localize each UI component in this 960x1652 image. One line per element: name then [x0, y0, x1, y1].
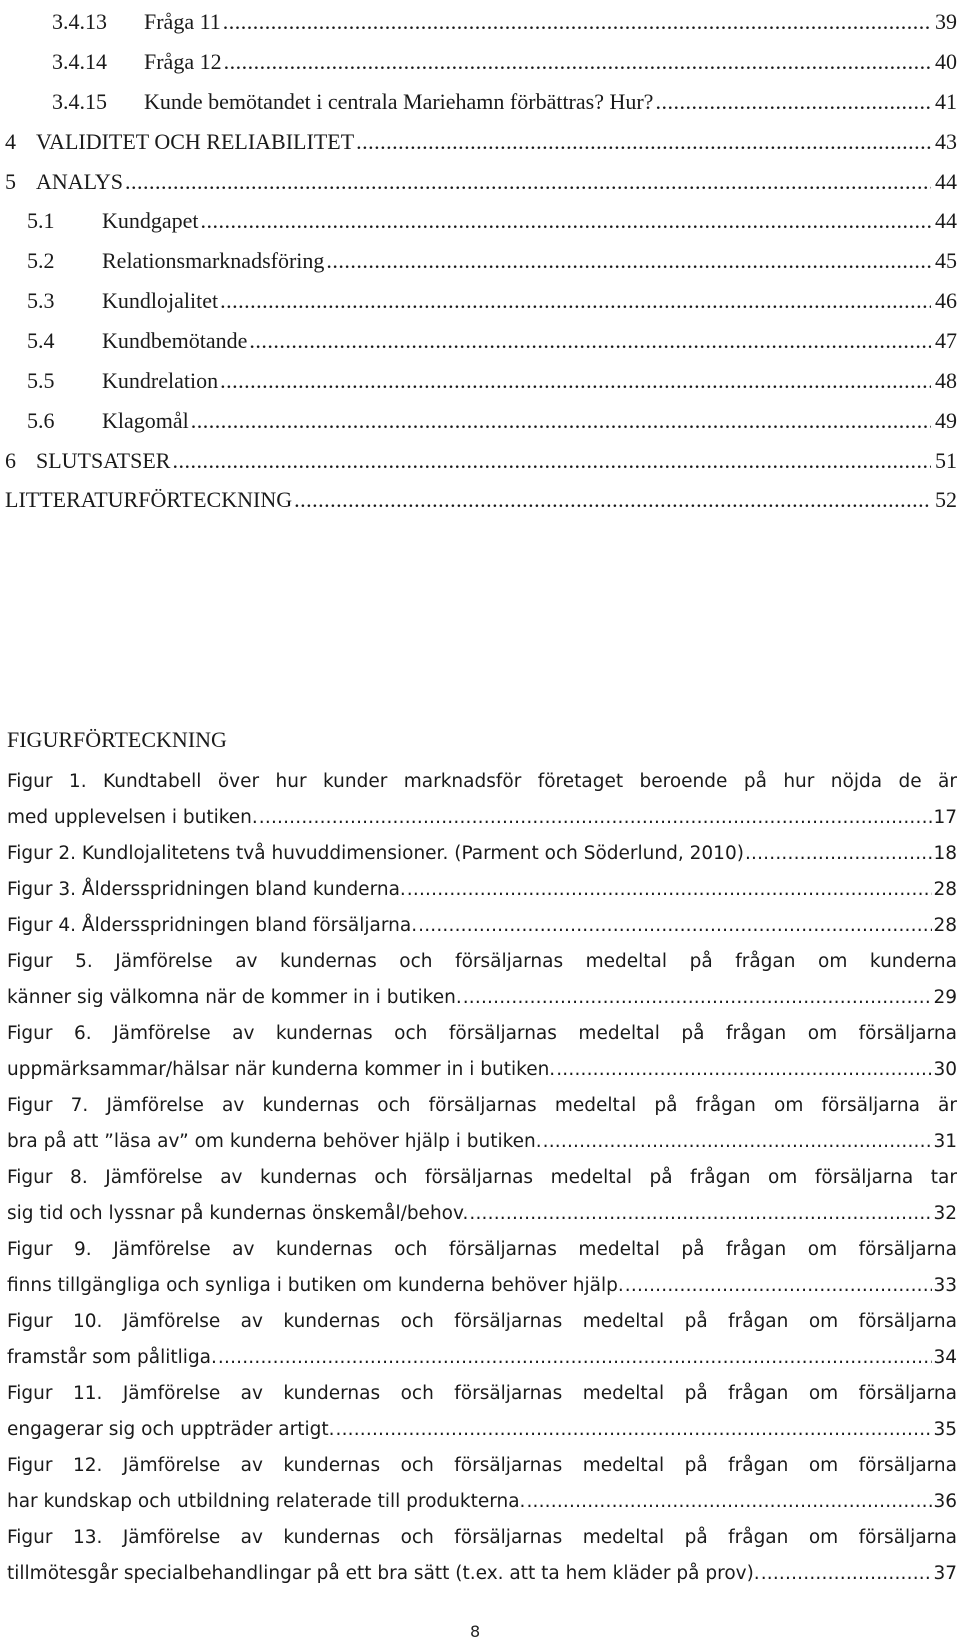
figure-leader [218, 1340, 933, 1376]
toc-entry-page: 49 [935, 408, 957, 433]
figure-entry-text: har kundskap och utbildning relaterade till produkterna. [7, 1491, 526, 1512]
figure-entry[interactable] [7, 908, 957, 944]
toc-entry[interactable] [5, 478, 957, 514]
figure-entry-text: Figur 9. Jämförelse av kundernas och försäljarnas medeltal på frågan om försäljarna [7, 1239, 957, 1260]
figure-leader [259, 800, 933, 836]
toc-entry-title: SLUTSATSER [36, 448, 171, 473]
list-of-figures [7, 764, 957, 1592]
toc-entry-number: 5.3 [27, 288, 55, 313]
toc-entry[interactable] [52, 40, 957, 76]
toc-entry-title: Fråga 12 [144, 49, 222, 74]
toc-entry-number: 4 [5, 129, 16, 154]
figure-leader [761, 1556, 933, 1592]
toc-entry-number: 3.4.13 [52, 9, 107, 34]
figure-leader [526, 1484, 932, 1520]
figure-entry-text: Figur 2. Kundlojalitetens två huvuddimensioner. (Parment och Söderlund, 2010) [7, 843, 744, 864]
toc-leader [223, 8, 931, 36]
figure-leader [335, 1412, 932, 1448]
toc-leader [125, 168, 931, 196]
figure-entry[interactable] [7, 1448, 957, 1520]
figure-entry-page: 30 [933, 1059, 957, 1080]
figure-entry-text: Figur 1. Kundtabell över hur kunder marknadsför företaget beroende på hur nöjda de är [7, 771, 957, 792]
figure-leader [543, 1124, 933, 1160]
toc-entry-title: Kunde bemötandet i centrala Mariehamn förbättras? Hur? [144, 89, 654, 114]
figure-entry-page: 31 [933, 1131, 957, 1152]
figure-entry[interactable] [7, 1088, 957, 1160]
toc-entry-page: 52 [935, 487, 957, 512]
toc-entry-title: Kundlojalitet [102, 288, 219, 313]
toc-leader [191, 407, 931, 435]
figure-entry-page: 36 [933, 1491, 957, 1512]
figure-entry-page: 28 [933, 879, 957, 900]
toc-entry-page: 40 [935, 49, 957, 74]
figure-leader [469, 1196, 932, 1232]
toc-entry[interactable] [52, 0, 957, 36]
figure-entry[interactable] [7, 1376, 957, 1448]
figure-leader [556, 1052, 932, 1088]
toc-leader [224, 48, 931, 76]
figure-entry[interactable] [7, 836, 957, 872]
figure-entry-page: 37 [933, 1563, 957, 1584]
figure-entry-page: 33 [933, 1275, 957, 1296]
toc-entry[interactable] [5, 120, 957, 156]
figure-entry[interactable] [7, 1232, 957, 1304]
toc-entry-number: 5.6 [27, 408, 55, 433]
toc-entry-page: 47 [935, 328, 957, 353]
figure-entry-text: Figur 5. Jämförelse av kundernas och försäljarnas medeltal på frågan om kunderna [7, 951, 957, 972]
figure-entry-page: 17 [933, 807, 957, 828]
figures-heading: FIGURFÖRTECKNING [7, 727, 227, 752]
figure-entry-text: Figur 11. Jämförelse av kundernas och försäljarnas medeltal på frågan om försäljarna [7, 1383, 957, 1404]
toc-leader [172, 447, 931, 475]
toc-entry-page: 45 [935, 248, 957, 273]
toc-entry-title: VALIDITET OCH RELIABILITET [36, 129, 355, 154]
figure-entry-text: uppmärksammar/hälsar när kunderna kommer in i butiken. [7, 1059, 556, 1080]
figure-entry-text: Figur 13. Jämförelse av kundernas och försäljarnas medeltal på frågan om försäljarna [7, 1527, 957, 1548]
figure-entry-page: 28 [933, 915, 957, 936]
toc-entry-page: 44 [935, 169, 957, 194]
toc-entry-number: 5.4 [27, 328, 55, 353]
figure-entry-text: Figur 7. Jämförelse av kundernas och försäljarnas medeltal på frågan om försäljarna är [7, 1095, 957, 1116]
figure-entry-text: Figur 10. Jämförelse av kundernas och försäljarnas medeltal på frågan om försäljarna [7, 1311, 957, 1332]
figure-leader [625, 1268, 933, 1304]
toc-entry-page: 48 [935, 368, 957, 393]
toc-entry-number: 5.2 [27, 248, 55, 273]
toc-entry-page: 46 [935, 288, 957, 313]
toc-leader [220, 287, 931, 315]
figure-entry[interactable] [7, 764, 957, 836]
figure-entry-page: 18 [933, 843, 957, 864]
figure-entry-page: 29 [933, 987, 957, 1008]
figure-entry-text: med upplevelsen i butiken. [7, 807, 258, 828]
figure-entry-text: engagerar sig och uppträder artigt. [7, 1419, 335, 1440]
toc-leader [356, 128, 931, 156]
toc-leader [294, 486, 931, 514]
figure-entry-text: framstår som pålitliga. [7, 1347, 217, 1368]
toc-entry-title: Fråga 11 [144, 9, 221, 34]
figure-entry[interactable] [7, 1520, 957, 1592]
figure-entry-text: tillmötesgår specialbehandlingar på ett bra sätt (t.ex. att ta hem kläder på prov). [7, 1563, 760, 1584]
figure-entry-text: Figur 12. Jämförelse av kundernas och försäljarnas medeltal på frågan om försäljarna [7, 1455, 957, 1476]
toc-entry[interactable] [27, 239, 957, 275]
figure-entry[interactable] [7, 872, 957, 908]
toc-entry-number: 5 [5, 169, 16, 194]
figure-entry-text: känner sig välkomna när de kommer in i butiken. [7, 987, 462, 1008]
figure-entry[interactable] [7, 1016, 957, 1088]
toc-entry-title: Kundbemötande [102, 328, 248, 353]
toc-leader [655, 88, 931, 116]
figure-entry-text: Figur 4. Åldersspridningen bland försäljarna. [7, 915, 418, 936]
toc-entry-page: 44 [935, 208, 957, 233]
toc-entry-number: 6 [5, 448, 16, 473]
toc-entry-page: 39 [935, 9, 957, 34]
toc-leader [326, 247, 931, 275]
toc-entry[interactable] [5, 160, 957, 196]
toc-entry-page: 41 [935, 89, 957, 114]
toc-entry-page: 51 [935, 448, 957, 473]
toc-entry-title: Kundrelation [102, 368, 219, 393]
toc-entry[interactable] [27, 279, 957, 315]
figure-entry[interactable] [7, 944, 957, 1016]
toc-entry[interactable] [27, 199, 957, 235]
figure-leader [418, 908, 932, 944]
toc-entry-number: 3.4.14 [52, 49, 107, 74]
figure-leader [463, 980, 933, 1016]
toc-entry-title: ANALYS [36, 169, 124, 194]
toc-entry-number: 5.1 [27, 208, 55, 233]
toc-entry-title: LITTERATURFÖRTECKNING [5, 487, 293, 512]
toc-leader [220, 367, 931, 395]
toc-entry-title: Relationsmarknadsföring [102, 248, 325, 273]
toc-entry[interactable] [5, 439, 957, 475]
toc-leader [201, 207, 931, 235]
toc-entry[interactable] [27, 319, 957, 355]
toc-entry-page: 43 [935, 129, 957, 154]
figure-entry-text: sig tid och lyssnar på kundernas önskemål/behov. [7, 1203, 469, 1224]
toc-entry[interactable] [52, 80, 957, 116]
figure-entry-text: Figur 8. Jämförelse av kundernas och försäljarnas medeltal på frågan om försäljarna tar [7, 1167, 957, 1188]
figure-entry-page: 34 [933, 1347, 957, 1368]
figure-entry[interactable] [7, 1304, 957, 1376]
toc-entry-number: 3.4.15 [52, 89, 107, 114]
figure-entry-page: 32 [933, 1203, 957, 1224]
figure-entry-text: Figur 3. Åldersspridningen bland kunderna. [7, 879, 406, 900]
toc-entry[interactable] [27, 359, 957, 395]
figure-entry-page: 35 [933, 1419, 957, 1440]
toc-leader [249, 327, 931, 355]
page-number: 8 [470, 1622, 481, 1641]
toc-entry-title: Kundgapet [102, 208, 199, 233]
figure-entry-text: Figur 6. Jämförelse av kundernas och försäljarnas medeltal på frågan om försäljarna [7, 1023, 957, 1044]
figure-leader [745, 836, 933, 872]
toc-entry[interactable] [27, 399, 957, 435]
figure-entry-text: finns tillgängliga och synliga i butiken om kunderna behöver hjälp. [7, 1275, 624, 1296]
figure-entry-text: bra på att ”läsa av” om kunderna behöver hjälp i butiken. [7, 1131, 542, 1152]
toc-entry-title: Klagomål [102, 408, 189, 433]
figure-leader [407, 872, 933, 908]
figure-entry[interactable] [7, 1160, 957, 1232]
toc-entry-number: 5.5 [27, 368, 55, 393]
